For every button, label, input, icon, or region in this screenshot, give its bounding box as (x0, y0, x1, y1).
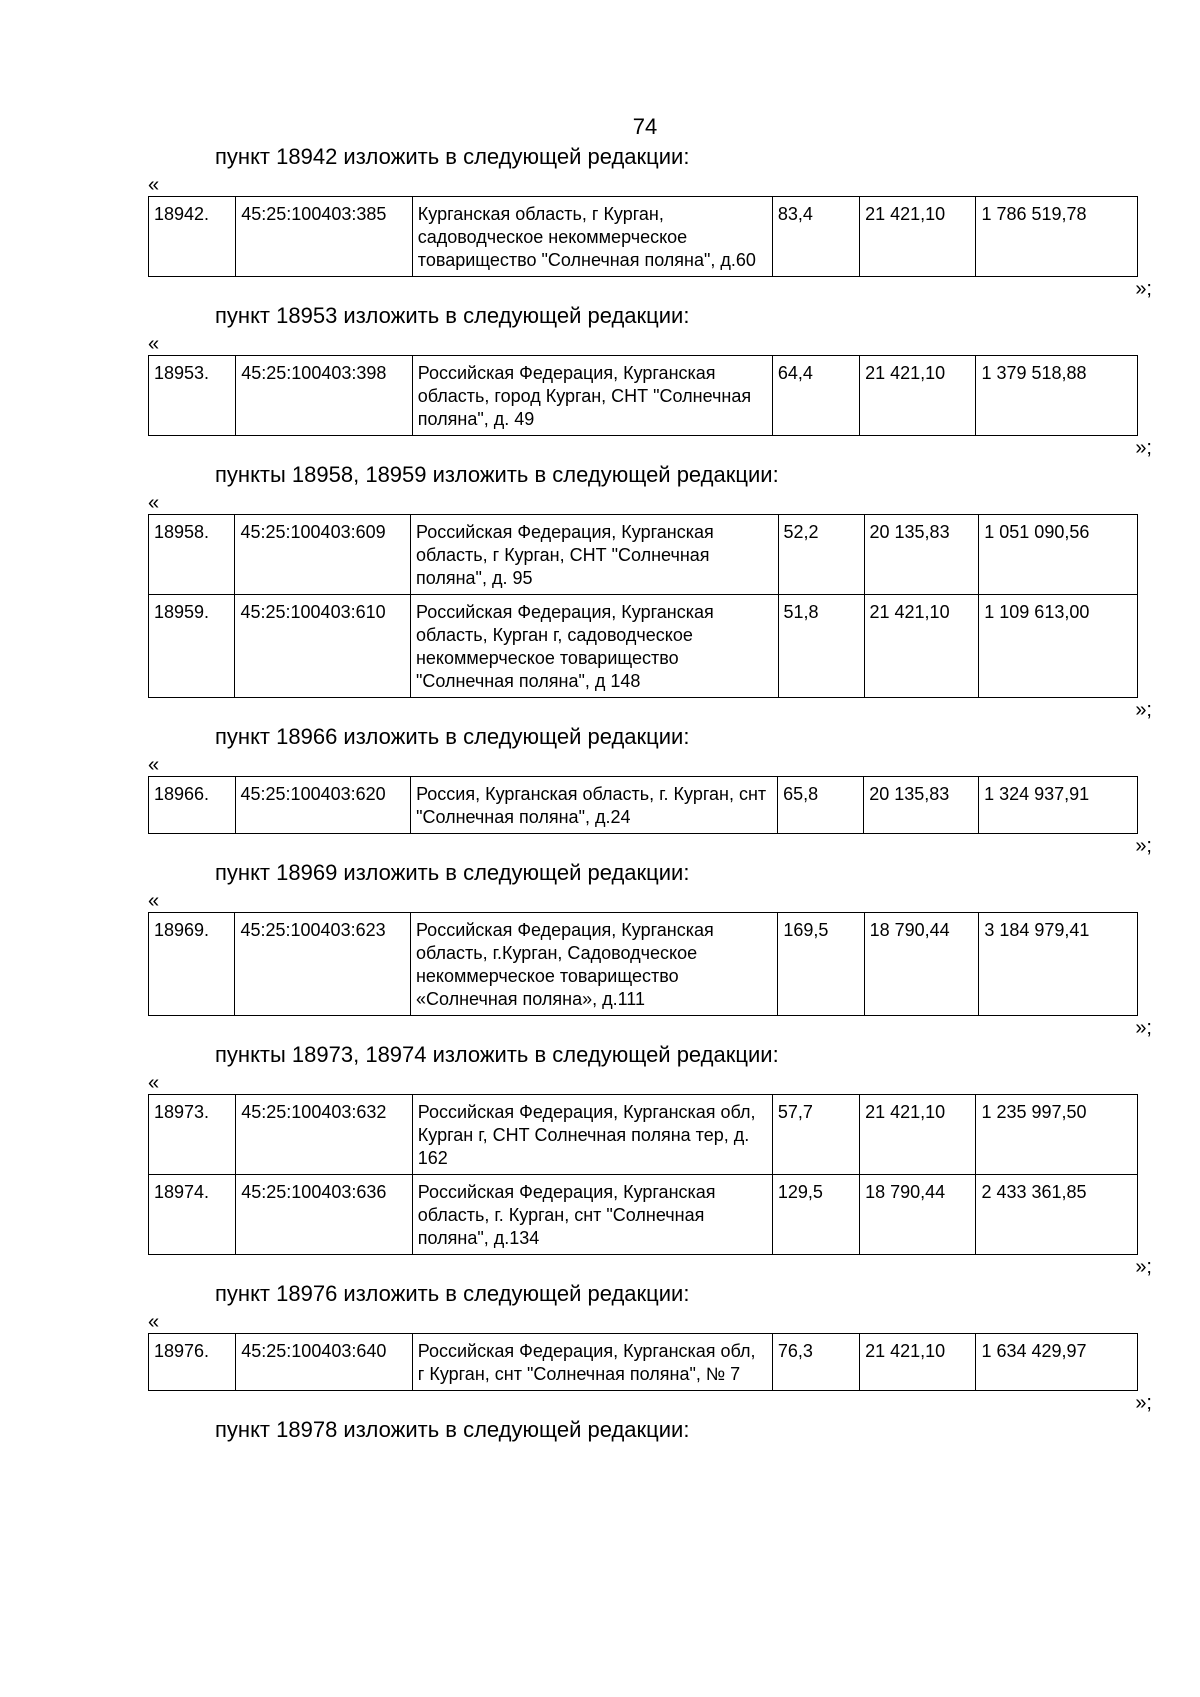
amendment-intro: пункт 18969 изложить в следующей редакции: (215, 860, 690, 885)
address: Российская Федерация, Курганская область, г.Курган, Садоводческое некоммерческое товарищество «Солнечная поляна», д.111 (410, 913, 777, 1016)
area: 65,8 (778, 777, 864, 834)
cadastral-cost: 2 433 361,85 (976, 1175, 1138, 1255)
unit-rate: 20 135,83 (864, 515, 979, 595)
item-number: 18959. (149, 595, 235, 698)
open-quote: « (148, 492, 160, 514)
address: Российская Федерация, Курганская область, г Курган, СНТ "Солнечная поляна", д. 95 (410, 515, 778, 595)
area: 83,4 (772, 197, 859, 277)
address: Россия, Курганская область, г. Курган, снт "Солнечная поляна", д.24 (411, 777, 778, 834)
area: 64,4 (772, 356, 859, 436)
entries-table (148, 776, 1138, 834)
cadastral-cost: 1 109 613,00 (979, 595, 1138, 698)
amendment-intro: пункты 18973, 18974 изложить в следующей редакции: (215, 1042, 779, 1067)
open-quote: « (148, 1072, 160, 1094)
unit-rate: 21 421,10 (860, 1334, 976, 1391)
open-quote: « (148, 1311, 160, 1333)
close-quote: »; (1135, 1256, 1152, 1278)
amendment-section (148, 1040, 1152, 1279)
item-number: 18976. (149, 1334, 236, 1391)
unit-rate: 18 790,44 (864, 913, 979, 1016)
open-quote: « (148, 890, 160, 912)
cadastral-cost: 1 786 519,78 (976, 197, 1138, 277)
address: Российская Федерация, Курганская обл, г Курган, снт "Солнечная поляна", № 7 (412, 1334, 772, 1391)
cadastral-number: 45:25:100403:609 (235, 515, 411, 595)
unit-rate: 21 421,10 (860, 1095, 976, 1175)
close-quote: »; (1135, 699, 1152, 721)
amendment-intro: пункт 18976 изложить в следующей редакции: (215, 1281, 690, 1306)
table-row (149, 356, 1138, 436)
cadastral-cost: 1 634 429,97 (976, 1334, 1138, 1391)
cadastral-number: 45:25:100403:620 (235, 777, 411, 834)
item-number: 18942. (149, 197, 236, 277)
unit-rate: 20 135,83 (864, 777, 979, 834)
table-row (149, 515, 1138, 595)
unit-rate: 21 421,10 (860, 197, 976, 277)
area: 169,5 (778, 913, 864, 1016)
area: 51,8 (778, 595, 864, 698)
cadastral-number: 45:25:100403:398 (236, 356, 413, 436)
entries-table (148, 912, 1138, 1016)
amendment-intro: пункт 18978 изложить в следующей редакции: (215, 1417, 690, 1442)
amendment-section (148, 858, 1152, 1040)
address: Российская Федерация, Курганская область, г. Курган, снт "Солнечная поляна", д.134 (412, 1175, 772, 1255)
amendment-intro: пункт 18966 изложить в следующей редакции: (215, 724, 690, 749)
table-row (149, 197, 1138, 277)
unit-rate: 18 790,44 (860, 1175, 976, 1255)
document-body (148, 142, 1152, 1445)
close-quote: »; (1135, 278, 1152, 300)
amendment-section (148, 722, 1152, 858)
amendment-section (148, 1279, 1152, 1415)
entries-table (148, 1333, 1138, 1391)
item-number: 18966. (149, 777, 236, 834)
address: Российская Федерация, Курганская область, город Курган, СНТ "Солнечная поляна", д. 49 (412, 356, 772, 436)
table-row (149, 1175, 1138, 1255)
cadastral-number: 45:25:100403:385 (236, 197, 413, 277)
table-row (149, 595, 1138, 698)
cadastral-cost: 1 051 090,56 (979, 515, 1138, 595)
amendment-intro: пункты 18958, 18959 изложить в следующей редакции: (215, 462, 779, 487)
cadastral-number: 45:25:100403:610 (235, 595, 411, 698)
unit-rate: 21 421,10 (860, 356, 976, 436)
address: Курганская область, г Курган, садоводческое некоммерческое товарищество "Солнечная поляна", д.60 (412, 197, 772, 277)
close-quote: »; (1135, 1392, 1152, 1414)
amendment-section (148, 1415, 1148, 1445)
item-number: 18953. (149, 356, 236, 436)
amendment-section (148, 142, 1152, 301)
amendment-intro: пункт 18953 изложить в следующей редакции: (215, 303, 690, 328)
amendment-section (148, 460, 1152, 722)
cadastral-cost: 3 184 979,41 (979, 913, 1138, 1016)
open-quote: « (148, 754, 160, 776)
amendment-section (148, 301, 1152, 460)
item-number: 18973. (149, 1095, 236, 1175)
amendment-intro: пункт 18942 изложить в следующей редакции: (215, 144, 690, 169)
area: 52,2 (778, 515, 864, 595)
table-row (149, 1334, 1138, 1391)
close-quote: »; (1135, 1017, 1152, 1039)
table-row (149, 1095, 1138, 1175)
address: Российская Федерация, Курганская обл, Курган г, СНТ Солнечная поляна тер, д. 162 (412, 1095, 772, 1175)
open-quote: « (148, 174, 160, 196)
entries-table (148, 196, 1138, 277)
cadastral-number: 45:25:100403:623 (235, 913, 411, 1016)
area: 129,5 (772, 1175, 859, 1255)
unit-rate: 21 421,10 (864, 595, 979, 698)
item-number: 18974. (149, 1175, 236, 1255)
item-number: 18958. (149, 515, 235, 595)
table-row (149, 777, 1138, 834)
cadastral-number: 45:25:100403:632 (236, 1095, 413, 1175)
area: 76,3 (772, 1334, 859, 1391)
area: 57,7 (772, 1095, 859, 1175)
cadastral-number: 45:25:100403:640 (236, 1334, 413, 1391)
address: Российская Федерация, Курганская область, Курган г, садоводческое некоммерческое товарищество "Солнечная поляна", д 148 (410, 595, 778, 698)
close-quote: »; (1135, 437, 1152, 459)
cadastral-number: 45:25:100403:636 (236, 1175, 413, 1255)
page-number: 74 (632, 114, 658, 139)
entries-table (148, 514, 1138, 698)
cadastral-cost: 1 235 997,50 (976, 1095, 1138, 1175)
entries-table (148, 355, 1138, 436)
item-number: 18969. (149, 913, 235, 1016)
close-quote: »; (1135, 835, 1152, 857)
cadastral-cost: 1 379 518,88 (976, 356, 1138, 436)
cadastral-cost: 1 324 937,91 (979, 777, 1138, 834)
entries-table (148, 1094, 1138, 1255)
table-row (149, 913, 1138, 1016)
open-quote: « (148, 333, 160, 355)
